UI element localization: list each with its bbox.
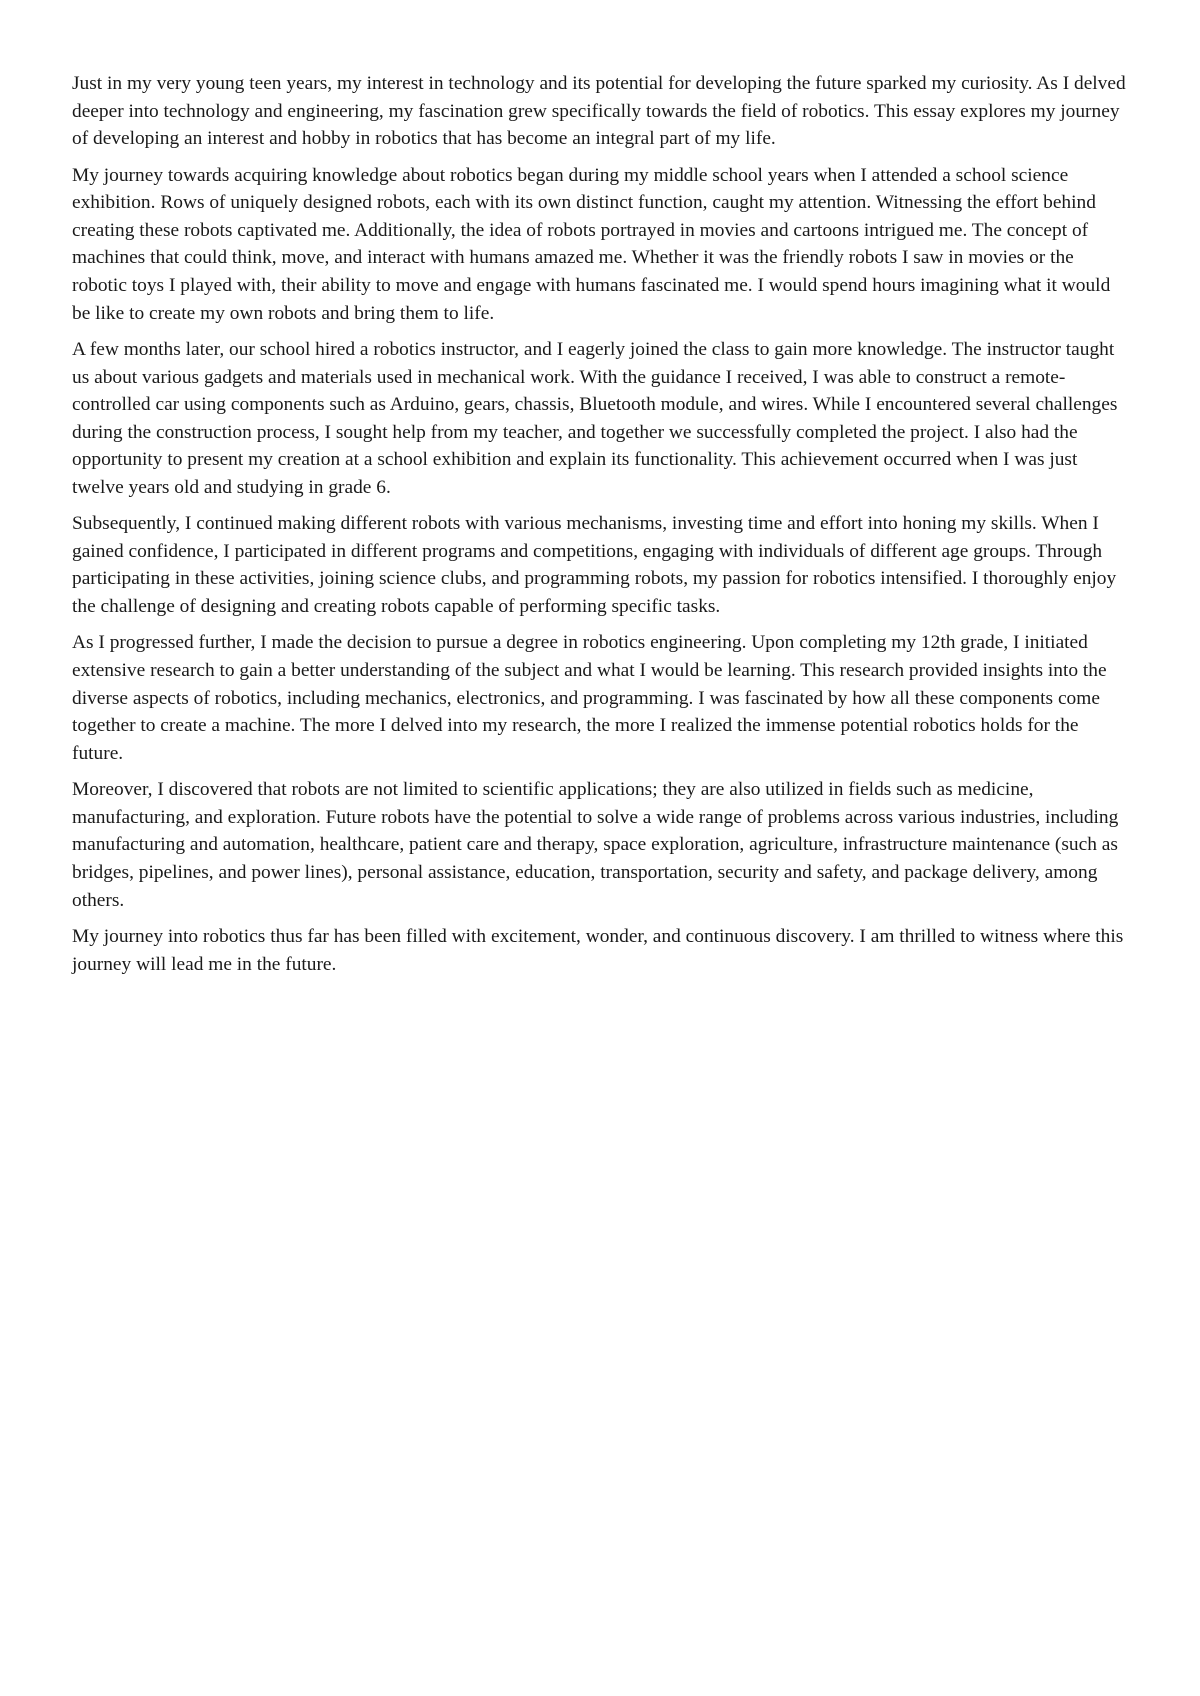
- paragraph-5: As I progressed further, I made the decision to pursue a degree in robotics engineering. Upon completing my 12th grade, I initiated extensive research to gain a better understanding of the subject and what I would be learning. This research provided insights into the diverse aspects of robotics, including mechanics, electronics, and programming. I was fascinated by how all these components come together to create a machine. The more I delved into my research, the more I realized the immense potential robotics holds for the future.: [72, 632, 1107, 764]
- paragraph-1: Just in my very young teen years, my interest in technology and its potential for developing the future sparked my curiosity. As I delved deeper into technology and engineering, my fascination grew specifically towards the field of robotics. This essay explores my journey of developing an interest and hobby in robotics that has become an integral part of my life.: [72, 73, 1126, 150]
- paragraph-6: Moreover, I discovered that robots are not limited to scientific applications; they are also utilized in fields such as medicine, manufacturing, and exploration. Future robots have the potential to solve a wide range of problems across various industries, including manufacturing and automation, healthcare, patient care and therapy, space exploration, agriculture, infrastructure maintenance (such as bridges, pipelines, and power lines), personal assistance, education, transportation, security and safety, and package delivery, among others.: [72, 779, 1119, 911]
- document-page: [72, 70, 1132, 987]
- paragraph-4: Subsequently, I continued making different robots with various mechanisms, investing time and effort into honing my skills. When I gained confidence, I participated in different programs and competitions, engaging with individuals of different age groups. Through participating in these activities, joining science clubs, and programming robots, my passion for robotics intensified. I thoroughly enjoy the challenge of designing and creating robots capable of performing specific tasks.: [72, 513, 1117, 618]
- paragraph-7: My journey into robotics thus far has been filled with excitement, wonder, and continuous discovery. I am thrilled to witness where this journey will lead me in the future.: [72, 926, 1124, 975]
- paragraph-3: A few months later, our school hired a robotics instructor, and I eagerly joined the class to gain more knowledge. The instructor taught us about various gadgets and materials used in mechanical work. With the guidance I received, I was able to construct a remote-controlled car using components such as Arduino, gears, chassis, Bluetooth module, and wires. While I encountered several challenges during the construction process, I sought help from my teacher, and together we successfully completed the project. I also had the opportunity to present my creation at a school exhibition and explain its functionality. This achievement occurred when I was just twelve years old and studying in grade 6.: [72, 338, 1118, 498]
- paragraph-2: My journey towards acquiring knowledge about robotics began during my middle school years when I attended a school science exhibition. Rows of uniquely designed robots, each with its own distinct function, caught my attention. Witnessing the effort behind creating these robots captivated me. Additionally, the idea of robots portrayed in movies and cartoons intrigued me. The concept of machines that could think, move, and interact with humans amazed me. Whether it was the friendly robots I saw in movies or the robotic toys I played with, their ability to move and engage with humans fascinated me. I would spend hours imagining what it would be like to create my own robots and bring them to life.: [72, 164, 1111, 324]
